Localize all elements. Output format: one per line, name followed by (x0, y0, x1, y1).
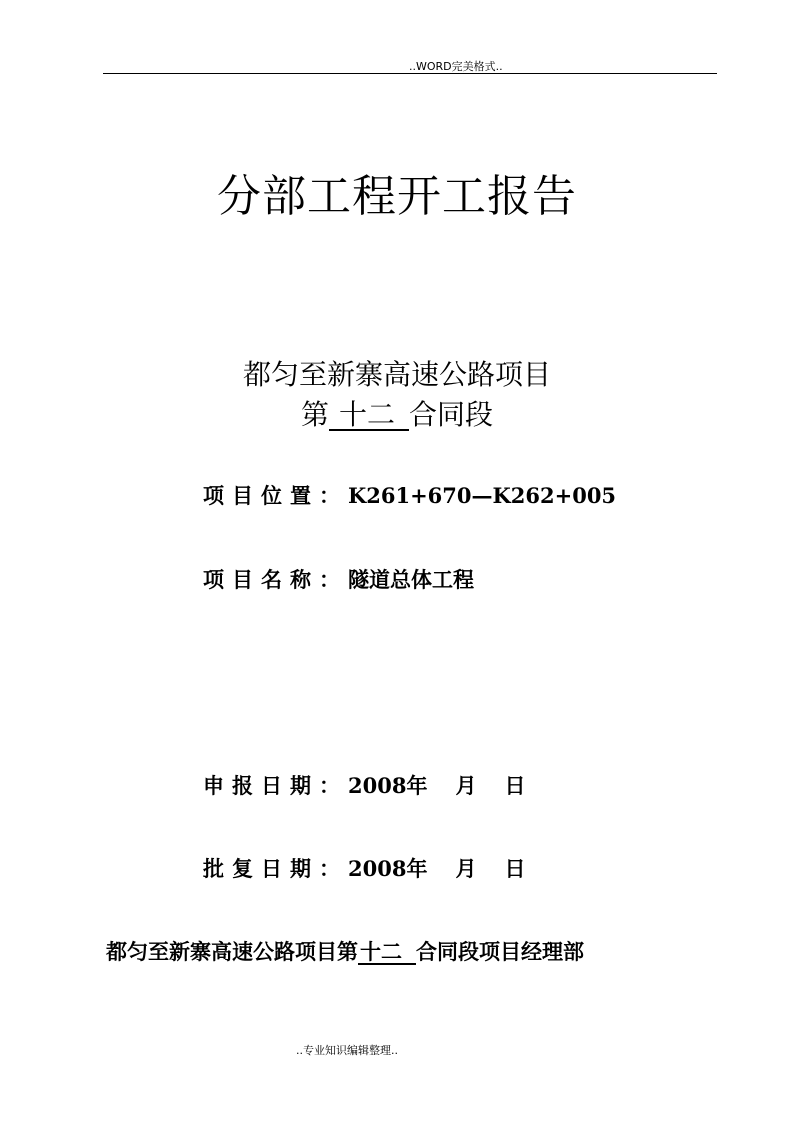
date-day: 日 (504, 773, 526, 798)
field-label: 批复日期： (203, 856, 348, 881)
date-month: 月 (455, 856, 477, 881)
header-rule (103, 73, 717, 74)
section-suffix: 合同段 (409, 398, 494, 431)
page-footer-note: ..专业知识编辑整理.. (296, 1044, 398, 1057)
section-number: 十二 (329, 400, 409, 431)
field-report-date (203, 770, 525, 800)
date-year: 2008年 (348, 773, 428, 798)
org-suffix: 合同段项目经理部 (416, 940, 584, 964)
page-header-text: ..WORD完美格式.. (409, 60, 503, 73)
project-name: 都匀至新寨高速公路项目 (242, 358, 551, 391)
date-year: 2008年 (348, 856, 428, 881)
field-project-position (203, 480, 616, 510)
field-label: 项目名称： (203, 567, 348, 592)
field-project-name (203, 564, 474, 594)
contract-section (0, 393, 794, 433)
section-prefix: 第 (300, 398, 329, 431)
field-value: 隧道总体工程 (348, 567, 474, 592)
org-section: 十二 (358, 941, 416, 965)
field-label: 项目位置： (203, 483, 348, 508)
date-month: 月 (455, 773, 477, 798)
footer-organization (106, 936, 584, 966)
org-prefix: 都匀至新寨高速公路项目第 (106, 940, 358, 964)
field-value: K261+670—K262+005 (348, 483, 617, 508)
page-title: 分部工程开工报告 (217, 171, 577, 222)
field-approve-date (203, 853, 525, 883)
date-day: 日 (504, 856, 526, 881)
field-label: 申报日期： (203, 773, 348, 798)
